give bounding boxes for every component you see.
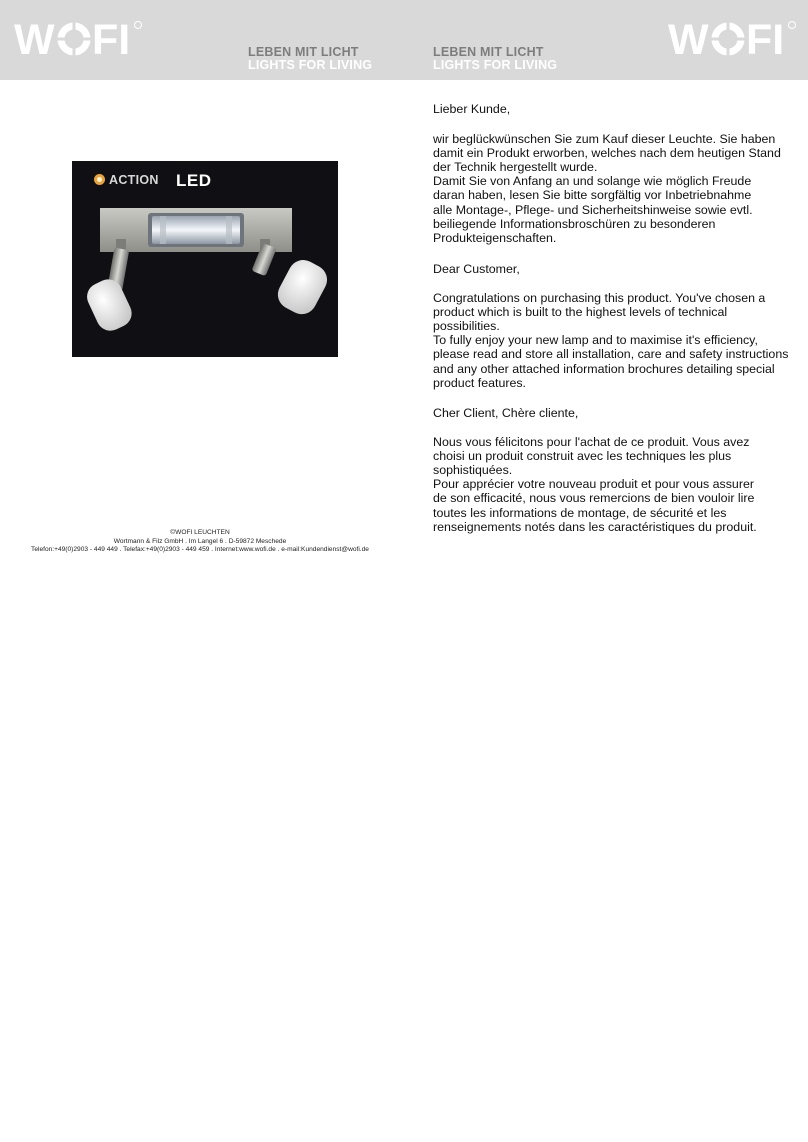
header-band (0, 0, 808, 80)
tagline-right (433, 46, 557, 72)
product-photo (72, 161, 338, 357)
footer-contact: Telefon:+49(0)2903 - 449 449 . Telefax:+49(0)2903 - 449 459 . Internet:www.wofi.de . e-mail:Kundendienst@wofi.de (31, 546, 369, 554)
svg-text:W: W (14, 18, 54, 58)
body-english: Congratulations on purchasing this product. You've chosen a product which is built to the highest levels of technical possibilities. To fully enjoy your new lamp and to maximise it's efficiency, please read and store all installation, care and safety instructions and any other attached information brochures detailing special product features. (433, 291, 789, 390)
svg-text:W: W (668, 18, 708, 58)
letter-german (433, 102, 798, 245)
greeting-english: Dear Customer, (433, 262, 520, 276)
tagline-en-left: LIGHTS FOR LIVING (248, 58, 373, 72)
wofi-logo-left (14, 18, 144, 58)
tagline-de-left: LEBEN MIT LICHT (248, 45, 359, 59)
svg-text:FI: FI (92, 18, 131, 58)
body-french: Nous vous félicitons pour l'achat de ce produit. Vous avez choisi un produit construit avec les techniques les plus sophistiquées. Pour apprécier votre nouveau produit et pour vous assurer de son efficacité, nous vous remercions de bien vouloir lire toutes les informations de montage, de sécurité et les renseignements notés dans les caractéristiques du produit. (433, 435, 757, 534)
tagline-de-right: LEBEN MIT LICHT (433, 45, 544, 59)
greeting-french: Cher Client, Chère cliente, (433, 406, 579, 420)
company-footer (0, 529, 400, 555)
svg-text:FI: FI (746, 18, 785, 58)
footer-address: Wortmann & Filz GmbH . Im Langel 6 . D-59872 Meschede (113, 537, 287, 545)
tagline-left (248, 46, 372, 72)
greeting-german: Lieber Kunde, (433, 102, 511, 116)
action-badge (94, 173, 159, 187)
wofi-logo-right (668, 18, 798, 58)
action-badge-label: ACTION (109, 173, 159, 187)
star-icon (94, 174, 105, 185)
tagline-en-right: LIGHTS FOR LIVING (433, 58, 558, 72)
body-german: wir beglückwünschen Sie zum Kauf dieser Leuchte. Sie haben damit ein Produkt erworben, welches nach dem heutigen Stand der Technik hergestellt wurde. Damit Sie von Anfang an und solange wie möglich Freude daran haben, lesen Sie bitte sorgfältig vor Inbetriebnahme alle Montage-, Pflege- und Sicherheitshinweise sowie evtl. beiliegende Informationsbroschüren zu besonderen Produkteigenschaften. (433, 132, 781, 245)
led-label: LED (176, 171, 212, 190)
footer-company: ©WOFI LEUCHTEN (170, 529, 230, 536)
letter-french (433, 406, 798, 534)
letter-english (433, 262, 803, 390)
